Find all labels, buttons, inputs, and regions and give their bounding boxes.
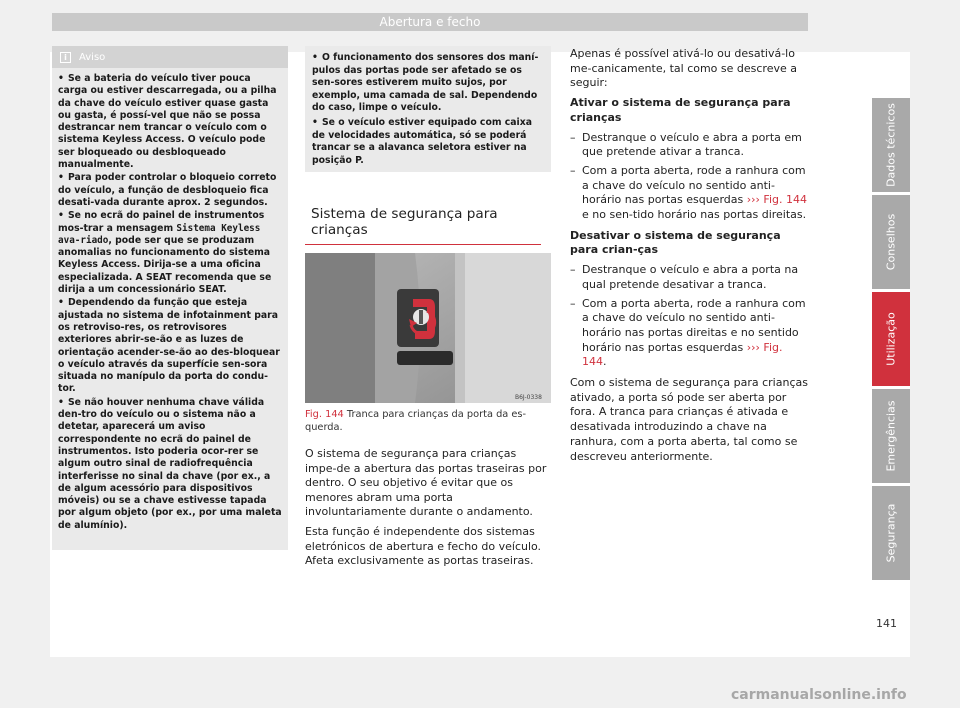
section-paragraph-1: O sistema de segurança para crianças impe-de a abertura das portas traseiras por dentro. O seu objetivo é evitar que os menores abram uma porta involuntariamente durante o andamento. [305, 447, 547, 519]
deactivate-step-2 [570, 297, 810, 371]
warning-bullet-3 [58, 210, 282, 296]
figure-code: B6J-0338 [515, 394, 542, 401]
keyless-message-code: Sistema Keyless ava-riado [58, 222, 261, 246]
section-divider [305, 244, 541, 245]
tab-emergencias[interactable] [872, 389, 910, 483]
child-lock-illustration [305, 253, 551, 403]
warning-title: Aviso [79, 51, 106, 63]
note-box [305, 46, 551, 172]
chapter-tabs [872, 98, 910, 583]
deactivate-step-2-text: Com a porta aberta, rode a ranhura com a chave do veículo no sentido anti-horário nas portas direitas e no sentido horário nas portas esquerdas [582, 296, 806, 354]
fig-144-link[interactable]: ››› Fig. 144 [746, 193, 807, 207]
figure-label: Fig. 144 [305, 409, 344, 420]
note-bullet-2: • Se o veículo estiver equipado com caixa de velocidades automática, só se poderá trancar se a alavanca seletora estiver na posição P. [312, 117, 543, 167]
tab-label: Conselhos [884, 213, 898, 271]
page-header: Abertura e fecho [52, 13, 808, 31]
section-body [305, 447, 551, 569]
section-title: Sistema de segurança para crianças [311, 206, 498, 238]
deactivate-step-1: – Destranque o veículo e abra a porta na qual pretende desativar a tranca. [570, 263, 810, 292]
activate-step-1: – Destranque o veículo e abra a porta em que pretende ativar a tranca. [570, 131, 810, 160]
deactivate-heading: Desativar o sistema de segurança para crian-ças [570, 228, 781, 257]
tab-label: Emergências [884, 400, 898, 472]
warning-header [52, 46, 288, 68]
figure-caption-text: Tranca para crianças da porta da es-querda. [305, 409, 527, 433]
activate-step-2-text: Com a porta aberta, rode a ranhura com a chave do veículo no sentido anti-horário nas portas esquerdas [582, 163, 806, 207]
deactivate-step-2-end: . [603, 355, 607, 369]
page-number: 141 [876, 617, 897, 630]
closing-paragraph: Com o sistema de segurança para crianças ativado, a porta só pode ser aberta por fora. A tranca para crianças é ativada e desativada introduzindo a chave na ranhura, com a porta aberta, tal como se descreveu anteriormente. [570, 376, 808, 463]
warning-bullet-3-post: , pode ser que se produzam anomalias no funcionamento do sistema Keyless Access. Dirija-se a uma oficina especializada. A SEAT recomenda que se dirija a um concessionário SEAT. [58, 234, 272, 296]
info-icon: i [60, 52, 71, 63]
tab-label: Utilização [884, 312, 898, 366]
tab-conselhos[interactable] [872, 195, 910, 289]
tab-utilizacao[interactable] [872, 292, 910, 386]
warning-bullet-5: • Se não houver nenhuma chave válida den-tro do veículo ou o sistema não a detetar, aparecerá um aviso correspondente no ecrã do painel de instrumentos. Isto poderia ocor-rer se algum outro sinal de radiofrequência interferisse no sinal da chave (por ex., a de algum acessório para dispositivos móveis) ou se a chave estivesse tapada por algum objeto (por ex., por uma maleta de alumínio). [58, 397, 282, 532]
tab-seguranca[interactable] [872, 486, 910, 580]
watermark: carmanualsonline.info [731, 687, 907, 703]
warning-bullet-1: • Se a bateria do veículo tiver pouca carga ou estiver descarregada, ou a pilha da chave do veículo estiver quase gasta ou gasta, é possí-vel que não se possa destrancar nem trancar o veículo com o sistema Keyless Access. O veículo pode ser bloqueado ou desbloqueado manualmente. [58, 73, 282, 171]
activate-step-2-end: e no sen-tido horário nas portas direitas. [582, 208, 807, 222]
tab-dados-tecnicos[interactable] [872, 98, 910, 192]
figure-caption [305, 409, 551, 434]
warning-body [52, 68, 288, 532]
activate-heading: Ativar o sistema de segurança para crianças [570, 96, 791, 124]
warning-bullet-3-pre: Se no ecrã do painel de instrumentos mos-trar a mensagem [58, 210, 265, 234]
tab-label: Dados técnicos [884, 103, 898, 187]
warning-bullet-4: • Dependendo da função que esteja ajustada no sistema de infotainment para os retroviso-res, os retrovisores exteriores abrir-se-ão e as luzes de orientação acender-se-ão ao des-bloquear o veículo através da superfície sen-sora situada no manípulo da porta do condu-tor. [58, 297, 282, 395]
warning-box [52, 46, 288, 550]
child-lock-figure [305, 253, 551, 403]
section-paragraph-2: Esta função é independente dos sistemas eletrónicos de abertura e fecho do veículo. Afeta exclusivamente as portas traseiras. [305, 524, 542, 568]
activate-step-2 [570, 164, 810, 223]
warning-bullet-2: • Para poder controlar o bloqueio correto do veículo, a função de desbloqueio fica desati-vada durante aprox. 2 segundos. [58, 172, 282, 209]
tab-label: Segurança [884, 503, 898, 563]
fig-144-link-2[interactable]: ››› Fig. 144 [582, 340, 783, 369]
intro-paragraph: Apenas é possível ativá-lo ou desativá-lo me-canicamente, tal como se descreve a seguir: [570, 47, 797, 90]
right-column [570, 47, 810, 469]
middle-column [305, 46, 551, 574]
note-bullet-1: • O funcionamento dos sensores dos maní-pulos das portas pode ser afetado se os sen-sores estiverem muito sujos, por exemplo, uma camada de sal. Dependendo do caso, limpe o veículo. [312, 52, 543, 115]
